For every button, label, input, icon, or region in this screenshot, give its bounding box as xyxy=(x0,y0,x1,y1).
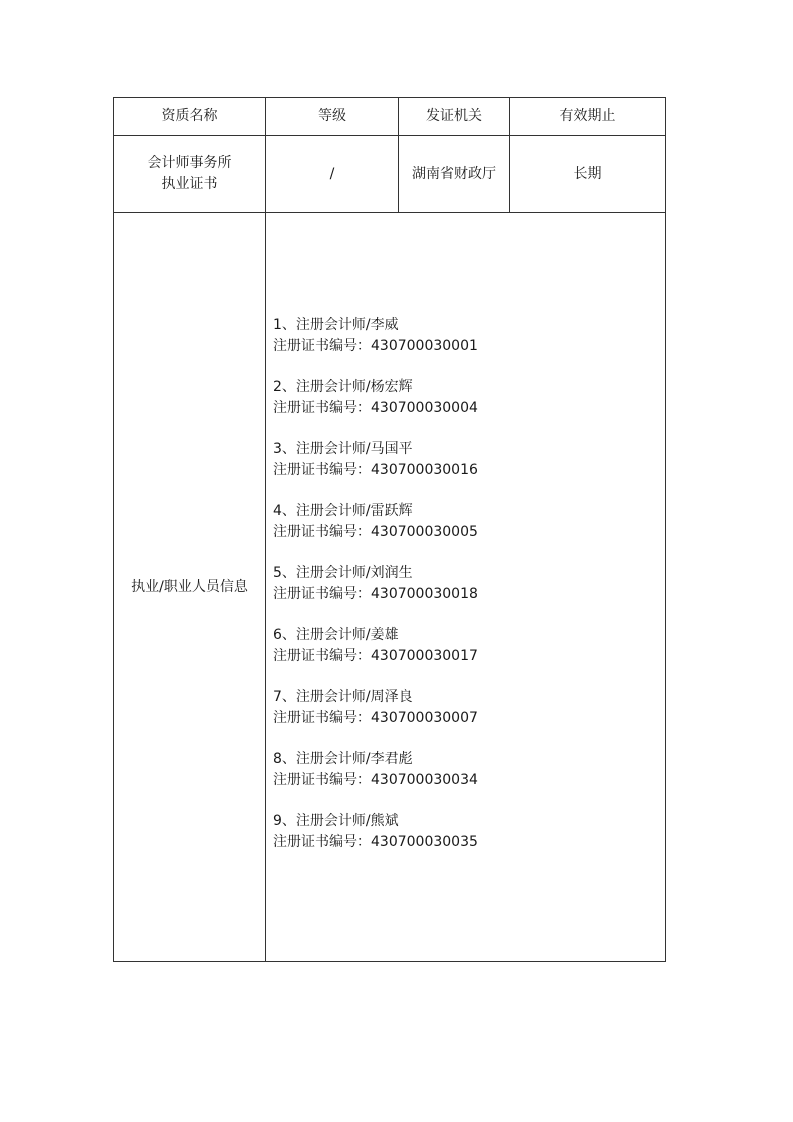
staff-cert-number: 注册证书编号：430700030001 xyxy=(273,338,478,354)
staff-row xyxy=(114,213,666,962)
list-item xyxy=(273,687,665,729)
list-item xyxy=(273,315,665,357)
cell-valid-until: 长期 xyxy=(510,136,666,213)
staff-list xyxy=(273,315,665,853)
qualification-table-container xyxy=(113,97,665,961)
staff-title: 1、注册会计师/李威 xyxy=(273,317,399,333)
staff-title: 6、注册会计师/姜雄 xyxy=(273,627,399,643)
staff-title: 5、注册会计师/刘润生 xyxy=(273,565,413,581)
cell-grade: / xyxy=(266,136,399,213)
staff-title: 9、注册会计师/熊斌 xyxy=(273,813,399,829)
staff-cert-number: 注册证书编号：430700030017 xyxy=(273,648,478,664)
qualification-name-line2: 执业证书 xyxy=(161,176,218,192)
header-cell-valid-until: 有效期止 xyxy=(510,98,666,136)
qualification-name-line1: 会计师事务所 xyxy=(147,155,232,171)
staff-cert-number: 注册证书编号：430700030005 xyxy=(273,524,478,540)
header-row xyxy=(114,98,666,136)
header-cell-issuing-authority: 发证机关 xyxy=(399,98,510,136)
header-cell-grade: 等级 xyxy=(266,98,399,136)
staff-cert-number: 注册证书编号：430700030007 xyxy=(273,710,478,726)
list-item xyxy=(273,377,665,419)
staff-list-cell xyxy=(266,213,666,962)
cell-qualification-name xyxy=(114,136,266,213)
staff-cert-number: 注册证书编号：430700030034 xyxy=(273,772,478,788)
staff-cert-number: 注册证书编号：430700030018 xyxy=(273,586,478,602)
staff-title: 2、注册会计师/杨宏辉 xyxy=(273,379,413,395)
staff-title: 8、注册会计师/李君彪 xyxy=(273,751,413,767)
staff-cert-number: 注册证书编号：430700030004 xyxy=(273,400,478,416)
staff-title: 4、注册会计师/雷跃辉 xyxy=(273,503,413,519)
cell-issuing-authority: 湖南省财政厅 xyxy=(399,136,510,213)
list-item xyxy=(273,749,665,791)
table-row xyxy=(114,136,666,213)
header-cell-qualification-name: 资质名称 xyxy=(114,98,266,136)
list-item xyxy=(273,439,665,481)
staff-cert-number: 注册证书编号：430700030035 xyxy=(273,834,478,850)
staff-title: 7、注册会计师/周泽良 xyxy=(273,689,413,705)
list-item xyxy=(273,625,665,667)
list-item xyxy=(273,501,665,543)
staff-cert-number: 注册证书编号：430700030016 xyxy=(273,462,478,478)
qualification-table xyxy=(113,97,666,962)
staff-title: 3、注册会计师/马国平 xyxy=(273,441,413,457)
list-item xyxy=(273,811,665,853)
list-item xyxy=(273,563,665,605)
staff-label-cell: 执业/职业人员信息 xyxy=(114,213,266,962)
